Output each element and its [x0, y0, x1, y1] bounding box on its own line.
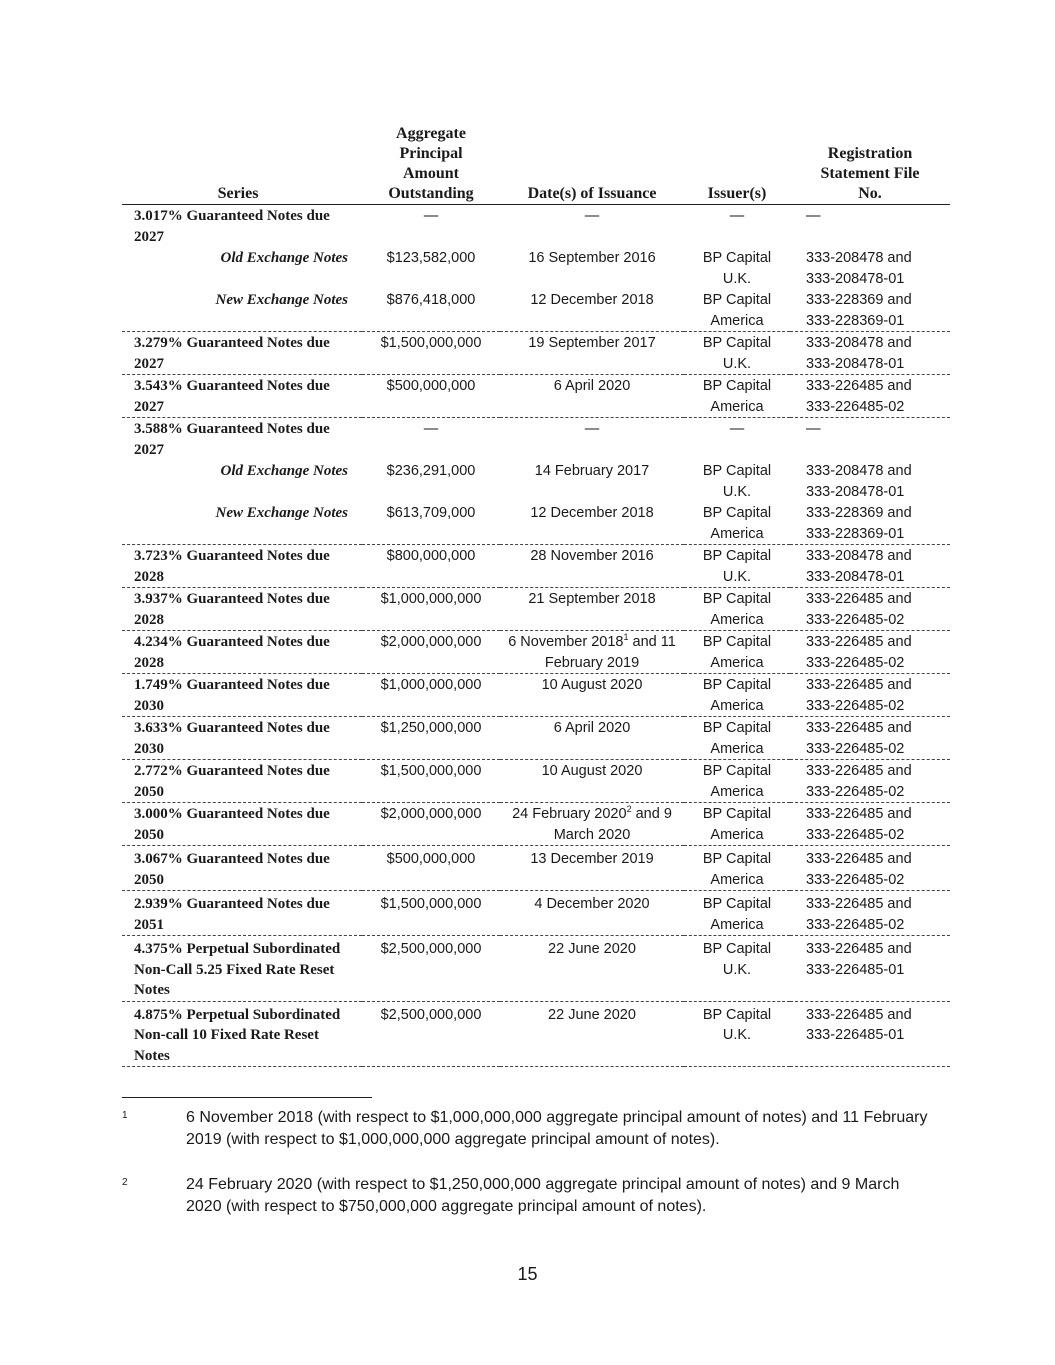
- amount-cell: $2,500,000,000: [362, 936, 500, 1002]
- series-cell: 3.017% Guaranteed Notes due 2027: [134, 208, 330, 245]
- table-row: [122, 502, 950, 545]
- amount-cell: $500,000,000: [362, 846, 500, 891]
- header-registration: [790, 124, 950, 205]
- issuer-cell: BP Capital America: [684, 846, 790, 891]
- dates-cell: —: [584, 421, 600, 437]
- header-registration-line: Registration: [827, 145, 913, 162]
- table-row: [122, 803, 950, 846]
- dates-cell: 6 April 2020: [500, 375, 684, 418]
- footnote-number: 2: [122, 1177, 128, 1188]
- dates-cell: 22 June 2020: [500, 1001, 684, 1067]
- registration-cell: 333-208478 and 333-208478-01: [806, 250, 912, 287]
- amount-cell: $2,500,000,000: [362, 1001, 500, 1067]
- issuer-cell: BP Capital America: [684, 631, 790, 674]
- amount-cell: $1,500,000,000: [362, 332, 500, 375]
- dates-cell: 22 June 2020: [500, 936, 684, 1002]
- registration-cell: 333-226485 and 333-226485-02: [790, 803, 950, 846]
- footnote-1: [122, 1107, 932, 1151]
- footnote-number: 1: [122, 1110, 128, 1121]
- series-cell: 3.937% Guaranteed Notes due 2028: [122, 588, 362, 631]
- table-row: [122, 375, 950, 418]
- dates-cell: 19 September 2017: [500, 332, 684, 375]
- issuer-cell: BP Capital U.K.: [684, 545, 790, 588]
- registration-cell: 333-226485 and 333-226485-02: [790, 760, 950, 803]
- registration-cell: 333-226485 and 333-226485-02: [790, 891, 950, 936]
- dates-cell: 6 April 2020: [500, 717, 684, 760]
- header-issuer-line: Issuer(s): [707, 185, 767, 202]
- issuer-cell: BP Capital U.K.: [684, 936, 790, 1002]
- footnote-divider: [122, 1097, 372, 1098]
- table-row: [122, 289, 950, 332]
- series-cell: 3.543% Guaranteed Notes due 2027: [122, 375, 362, 418]
- table-row: [122, 846, 950, 891]
- issuer-cell: BP Capital America: [684, 803, 790, 846]
- registration-cell: 333-226485 and 333-226485-02: [790, 375, 950, 418]
- header-registration-line: Statement File: [820, 165, 920, 182]
- registration-cell: —: [806, 421, 821, 437]
- dates-text: 6 November 2018: [508, 634, 624, 650]
- series-cell: 3.633% Guaranteed Notes due 2030: [122, 717, 362, 760]
- dates-cell: 10 August 2020: [500, 760, 684, 803]
- header-amount: [362, 124, 500, 205]
- footnote-text: 6 November 2018 (with respect to $1,000,000,000 aggregate principal amount of notes) and 11 February 2019 (with respect to $1,000,000,000 aggregate principal amount of notes).: [186, 1109, 928, 1148]
- amount-cell: $1,000,000,000: [362, 674, 500, 717]
- issuer-cell: BP Capital U.K.: [702, 250, 772, 287]
- amount-cell: $1,250,000,000: [362, 717, 500, 760]
- registration-cell: 333-228369 and 333-228369-01: [790, 289, 950, 332]
- registration-cell: 333-226485 and 333-226485-02: [790, 846, 950, 891]
- notes-table: [122, 124, 950, 1067]
- dates-text: and 11 February 2019: [544, 634, 676, 671]
- table-row: [122, 936, 950, 1002]
- issuer-cell: BP Capital America: [684, 760, 790, 803]
- table-row: [122, 545, 950, 588]
- registration-cell: 333-226485 and 333-226485-02: [790, 631, 950, 674]
- table-row: [122, 418, 950, 461]
- amount-cell: $800,000,000: [362, 545, 500, 588]
- subseries-cell: New Exchange Notes: [122, 502, 362, 545]
- amount-cell: $2,000,000,000: [362, 803, 500, 846]
- header-amount-line: Outstanding: [388, 185, 474, 202]
- amount-cell: —: [423, 421, 439, 437]
- subseries-cell: New Exchange Notes: [122, 289, 362, 332]
- amount-cell: $2,000,000,000: [362, 631, 500, 674]
- issuer-cell: BP Capital America: [684, 375, 790, 418]
- registration-cell: 333-208478 and 333-208478-01: [790, 545, 950, 588]
- issuer-cell: BP Capital America: [684, 674, 790, 717]
- issuer-cell: BP Capital U.K.: [684, 1001, 790, 1067]
- series-cell: 3.588% Guaranteed Notes due 2027: [134, 421, 330, 458]
- header-amount-line: Principal Amount: [399, 145, 463, 182]
- amount-cell: $613,709,000: [362, 502, 500, 545]
- table-row: [122, 332, 950, 375]
- header-dates-line: Date(s) of Issuance: [527, 185, 657, 202]
- table-row: [122, 760, 950, 803]
- header-issuer: [684, 124, 790, 205]
- table-row: [122, 588, 950, 631]
- dates-cell: [500, 631, 684, 674]
- header-dates: [500, 124, 684, 205]
- table-row: [122, 631, 950, 674]
- series-cell: 2.772% Guaranteed Notes due 2050: [122, 760, 362, 803]
- footnote-2: [122, 1174, 932, 1218]
- series-cell: 4.234% Guaranteed Notes due 2028: [122, 631, 362, 674]
- series-cell: 4.375% Perpetual Subordinated Non-Call 5.25 Fixed Rate Reset Notes: [122, 936, 362, 1002]
- dates-cell: [500, 803, 684, 846]
- amount-cell: —: [423, 208, 439, 224]
- amount-cell: $876,418,000: [362, 289, 500, 332]
- issuer-cell: BP Capital America: [684, 588, 790, 631]
- dates-cell: 10 August 2020: [500, 674, 684, 717]
- registration-cell: 333-226485 and 333-226485-01: [790, 936, 950, 1002]
- series-cell: 3.000% Guaranteed Notes due 2050: [122, 803, 362, 846]
- amount-cell: $1,500,000,000: [362, 891, 500, 936]
- table-row: [122, 717, 950, 760]
- page-number: 15: [517, 1264, 538, 1284]
- series-cell: 1.749% Guaranteed Notes due 2030: [122, 674, 362, 717]
- issuer-cell: —: [729, 208, 745, 224]
- dates-cell: 28 November 2016: [500, 545, 684, 588]
- issuer-cell: BP Capital America: [684, 717, 790, 760]
- dates-cell: 13 December 2019: [500, 846, 684, 891]
- series-cell: 3.723% Guaranteed Notes due 2028: [122, 545, 362, 588]
- footnote-text: 24 February 2020 (with respect to $1,250,000,000 aggregate principal amount of notes) and 9 March 2020 (with respect to $750,000,000 aggregate principal amount of notes).: [186, 1176, 900, 1215]
- dates-cell: 21 September 2018: [500, 588, 684, 631]
- registration-cell: —: [806, 208, 821, 224]
- amount-cell: $236,291,000: [386, 463, 476, 479]
- amount-cell: $123,582,000: [386, 250, 476, 266]
- amount-cell: $500,000,000: [362, 375, 500, 418]
- dates-cell: 16 September 2016: [528, 250, 656, 266]
- series-cell: 2.939% Guaranteed Notes due 2051: [122, 891, 362, 936]
- table-row: [122, 1001, 950, 1067]
- amount-cell: $1,000,000,000: [362, 588, 500, 631]
- issuer-cell: BP Capital U.K.: [684, 332, 790, 375]
- header-series: [122, 124, 362, 205]
- header-registration-line: No.: [858, 185, 882, 202]
- issuer-cell: BP Capital U.K.: [702, 463, 772, 500]
- dates-cell: 12 December 2018: [500, 289, 684, 332]
- header-amount-line: Aggregate: [396, 125, 466, 142]
- table-row: [122, 674, 950, 717]
- registration-cell: 333-208478 and 333-208478-01: [790, 332, 950, 375]
- registration-cell: 333-226485 and 333-226485-02: [790, 717, 950, 760]
- issuer-cell: BP Capital America: [684, 891, 790, 936]
- dates-cell: 14 February 2017: [534, 463, 650, 479]
- table-row: [122, 205, 950, 248]
- series-cell: 3.279% Guaranteed Notes due 2027: [122, 332, 362, 375]
- subseries-cell: Old Exchange Notes: [220, 250, 348, 266]
- dates-cell: —: [584, 208, 600, 224]
- issuer-cell: —: [729, 421, 745, 437]
- issuer-cell: BP Capital America: [684, 289, 790, 332]
- footnote-ref: 2: [626, 804, 632, 815]
- issuer-cell: BP Capital America: [684, 502, 790, 545]
- footnote-ref: 1: [623, 632, 629, 643]
- registration-cell: 333-228369 and 333-228369-01: [790, 502, 950, 545]
- registration-cell: 333-226485 and 333-226485-02: [790, 588, 950, 631]
- series-cell: 4.875% Perpetual Subordinated Non-call 10 Fixed Rate Reset Notes: [122, 1001, 362, 1067]
- dates-cell: 12 December 2018: [500, 502, 684, 545]
- table-header-row: [122, 124, 950, 205]
- amount-cell: $1,500,000,000: [362, 760, 500, 803]
- dates-text: and 9 March 2020: [553, 806, 672, 843]
- dates-cell: 4 December 2020: [500, 891, 684, 936]
- header-series-line: Series: [217, 185, 259, 202]
- registration-cell: 333-208478 and 333-208478-01: [806, 463, 912, 500]
- subseries-cell: Old Exchange Notes: [220, 463, 348, 479]
- dates-text: 24 February 2020: [512, 806, 627, 822]
- registration-cell: 333-226485 and 333-226485-02: [790, 674, 950, 717]
- series-cell: 3.067% Guaranteed Notes due 2050: [122, 846, 362, 891]
- table-row: [122, 891, 950, 936]
- table-row: [122, 460, 950, 502]
- registration-cell: 333-226485 and 333-226485-01: [790, 1001, 950, 1067]
- table-row: [122, 247, 950, 289]
